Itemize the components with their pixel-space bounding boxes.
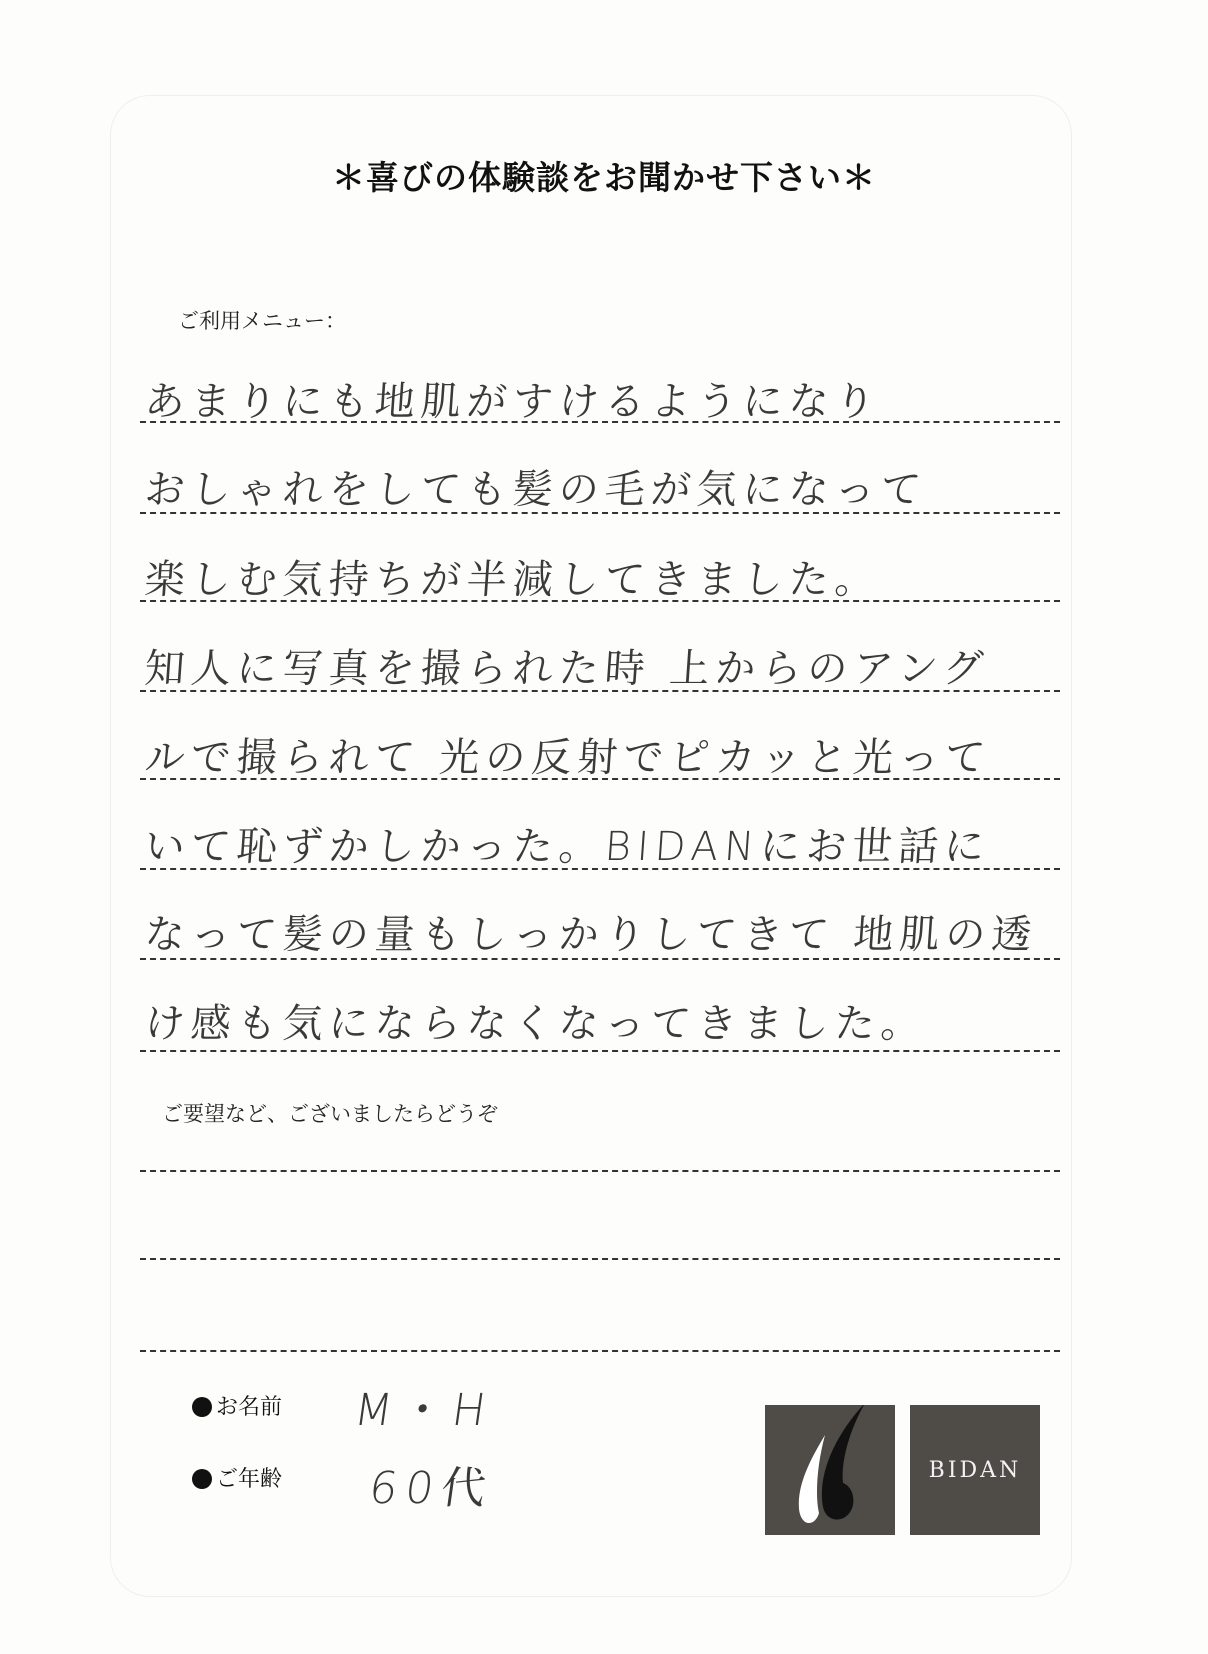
- brand-logo: [910, 1405, 1040, 1535]
- writing-line: [140, 421, 1060, 423]
- bullet-icon: [192, 1397, 212, 1417]
- writing-line: [140, 690, 1060, 692]
- brand-name: BIDAN: [928, 1457, 1022, 1483]
- writing-line: [140, 958, 1060, 960]
- writing-line: [140, 868, 1060, 870]
- testimonial-line: あまりにも地肌がすけるようになり: [143, 379, 883, 425]
- name-field: [192, 1390, 282, 1421]
- testimonial-line: 知人に写真を撮られた時 上からのアング: [143, 646, 991, 692]
- requests-line: [140, 1170, 1060, 1172]
- testimonial-line: ルで撮られて 光の反射でピカッと光って: [143, 735, 993, 781]
- age-label: ご年齢: [216, 1467, 283, 1492]
- form-title: ＊喜びの体験談をお聞かせ下さい＊: [332, 158, 876, 197]
- bullet-icon: [192, 1469, 212, 1489]
- menu-label: ご利用メニュー：: [178, 309, 346, 333]
- writing-line: [140, 1050, 1060, 1052]
- age-field: [192, 1462, 282, 1493]
- requests-label: ご要望など、ございましたらどうぞ: [162, 1102, 498, 1126]
- age-value: 60代: [365, 1463, 497, 1514]
- writing-line: [140, 512, 1060, 514]
- testimonial-line: け感も気にならなくなってきました。: [143, 1001, 929, 1047]
- writing-line: [140, 778, 1060, 780]
- name-value: M・H: [350, 1385, 498, 1436]
- testimonial-line: いて恥ずかしかった。BIDANにお世話に: [143, 824, 992, 870]
- writing-line: [140, 600, 1060, 602]
- testimonial-line: おしゃれをしても髪の毛が気になって: [143, 467, 929, 513]
- requests-line: [140, 1258, 1060, 1260]
- hair-strands-icon: [765, 1405, 895, 1535]
- testimonial-line: なって髪の量もしっかりしてきて 地肌の透: [143, 912, 1040, 958]
- requests-line: [140, 1350, 1060, 1352]
- hair-logo-icon: [765, 1405, 895, 1535]
- testimonial-line: 楽しむ気持ちが半減してきました。: [143, 557, 883, 603]
- name-label: お名前: [216, 1395, 283, 1420]
